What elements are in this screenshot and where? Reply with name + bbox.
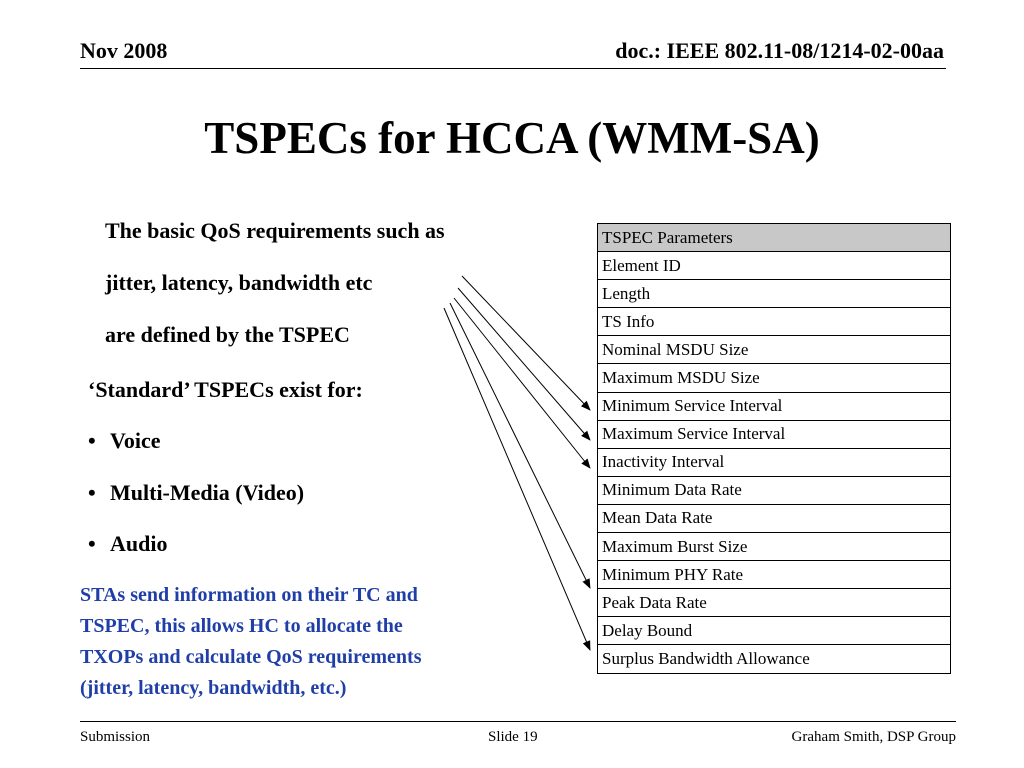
arrow-to-maximum-burst-size: [450, 303, 590, 588]
bullet-icon: •: [88, 531, 96, 556]
footer-slide-number: Slide 19: [488, 729, 538, 745]
arrow-to-maximum-service-interval: [458, 288, 590, 440]
table-row: Delay Bound: [598, 617, 951, 645]
table-row: Maximum Burst Size: [598, 533, 951, 561]
footer-divider: [80, 721, 956, 722]
slide-title: TSPECs for HCCA (WMM-SA): [204, 113, 820, 163]
footer-author: Graham Smith, DSP Group: [791, 729, 956, 745]
table-row: Peak Data Rate: [598, 589, 951, 617]
table-row: Element ID: [598, 252, 951, 280]
intro-line-3: are defined by the TSPEC: [105, 322, 350, 347]
table-row: Minimum Service Interval: [598, 392, 951, 420]
table-row: Inactivity Interval: [598, 448, 951, 476]
table-row: Minimum Data Rate: [598, 476, 951, 504]
arrow-to-inactivity-interval: [454, 298, 590, 468]
bullet-icon: •: [88, 480, 96, 505]
header-doc-id: doc.: IEEE 802.11-08/1214-02-00aa: [615, 38, 944, 63]
table-header: TSPEC Parameters: [598, 224, 951, 252]
note-line-3: TXOPs and calculate QoS requirements: [80, 646, 422, 668]
bullet-label: Voice: [110, 428, 161, 453]
table-row: Surplus Bandwidth Allowance: [598, 645, 951, 673]
note-line-2: TSPEC, this allows HC to allocate the: [80, 615, 403, 637]
intro-line-2: jitter, latency, bandwidth etc: [105, 270, 373, 295]
note-line-1: STAs send information on their TC and: [80, 584, 418, 606]
table-row: Mean Data Rate: [598, 504, 951, 532]
footer-submission: Submission: [80, 729, 151, 745]
note-line-4: (jitter, latency, bandwidth, etc.): [80, 677, 347, 699]
table-row: Minimum PHY Rate: [598, 561, 951, 589]
table-row: TS Info: [598, 308, 951, 336]
table-row: Maximum Service Interval: [598, 420, 951, 448]
bullet-label: Multi-Media (Video): [110, 480, 305, 505]
bullet-icon: •: [88, 428, 96, 453]
table-row: Maximum MSDU Size: [598, 364, 951, 392]
arrow-to-minimum-service-interval: [462, 276, 590, 410]
bullet-label: Audio: [110, 531, 168, 556]
table-row: Nominal MSDU Size: [598, 336, 951, 364]
intro-line-1: The basic QoS requirements such as: [105, 218, 445, 243]
standard-tspecs-heading: ‘Standard’ TSPECs exist for:: [88, 377, 363, 402]
header-date: Nov 2008: [80, 38, 168, 63]
arrow-to-peak-data-rate: [444, 308, 590, 650]
table-row: Length: [598, 280, 951, 308]
